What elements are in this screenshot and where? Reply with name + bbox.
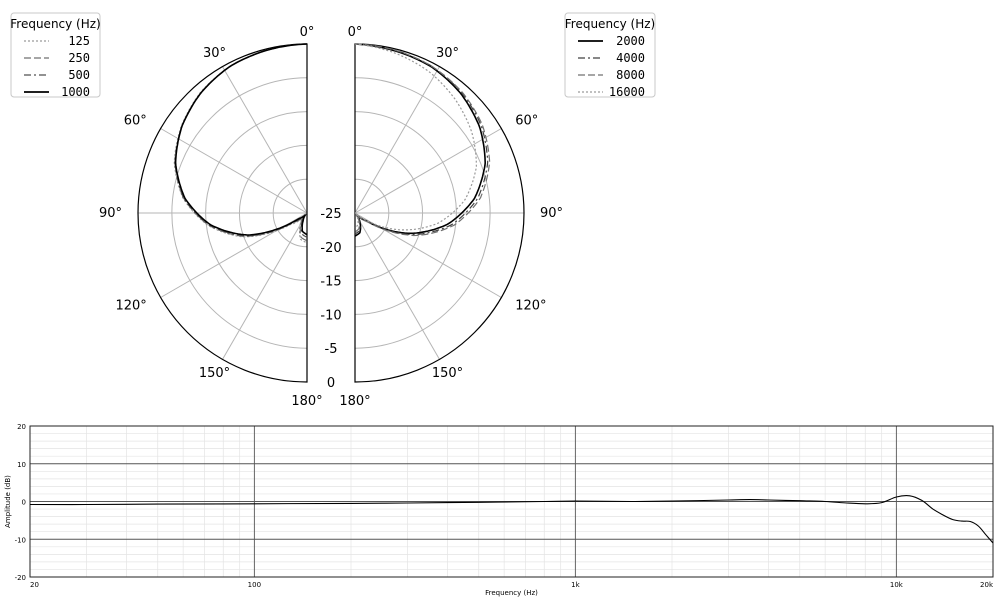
angle-tick-label: 150° [198,366,231,382]
angle-tick-label: 120° [115,298,147,314]
y-axis-label: Amplitude (dB) [4,475,12,528]
angle-tick-label: 180° [291,394,323,409]
legend-label: 250 [68,51,90,65]
polar-series-1000 [176,44,307,235]
x-tick-label: 1k [571,581,580,589]
angle-tick-label: 120° [515,298,547,314]
polar-series-2000 [355,44,485,236]
radial-tick-label: 0 [326,376,336,391]
legend-label: 4000 [616,51,645,65]
x-tick-label: 20k [980,581,993,589]
legend [10,13,101,99]
angular-grid-line [355,129,501,214]
polar-chart-right [339,13,655,409]
radial-tick-label: -25 [320,207,342,222]
angle-tick-label: 150° [431,366,464,382]
angle-tick-label: 60° [515,113,539,129]
frequency-response-chart [4,423,994,597]
legend-label: 2000 [616,34,645,48]
legend-label: 1000 [61,85,90,99]
angular-grid-line [355,67,440,213]
radial-tick-label: -15 [320,274,342,290]
y-tick-label: 0 [21,498,26,507]
x-tick-label: 100 [247,581,262,589]
radial-tick-label: -20 [320,240,342,256]
x-axis-label: Frequency (Hz) [485,589,538,597]
angular-grid-line [223,67,308,213]
angle-tick-label: 30° [202,45,227,61]
angle-tick-label: 180° [339,394,371,409]
angle-tick-label: 90° [540,206,564,221]
radial-tick-label: -10 [320,308,342,324]
legend-label: 16000 [608,85,645,99]
angle-tick-label: 60° [123,113,147,129]
angle-tick-label: 0° [299,25,315,40]
y-tick-label: 10 [17,460,26,469]
polar-chart-left [10,13,322,409]
angle-tick-label: 90° [98,206,122,221]
legend-label: 8000 [616,68,645,82]
polar-series-500 [175,44,307,237]
angular-grid-line [355,213,440,359]
legend-label: 125 [68,34,90,48]
angle-tick-label: 0° [347,25,363,40]
radial-tick-label: -5 [324,342,338,358]
y-tick-label: 20 [17,423,26,431]
angular-grid-line [161,129,307,214]
y-tick-label: -10 [14,536,26,545]
angle-tick-label: 30° [435,45,460,61]
angular-grid-line [223,213,308,359]
x-tick-label: 20 [30,581,39,589]
y-tick-label: -20 [14,574,26,582]
legend-title: Frequency (Hz) [564,17,656,31]
legend-title: Frequency (Hz) [10,17,101,31]
response-curve [30,496,993,543]
legend-label: 500 [68,68,90,82]
x-tick-label: 10k [889,581,903,589]
legend [565,13,656,99]
